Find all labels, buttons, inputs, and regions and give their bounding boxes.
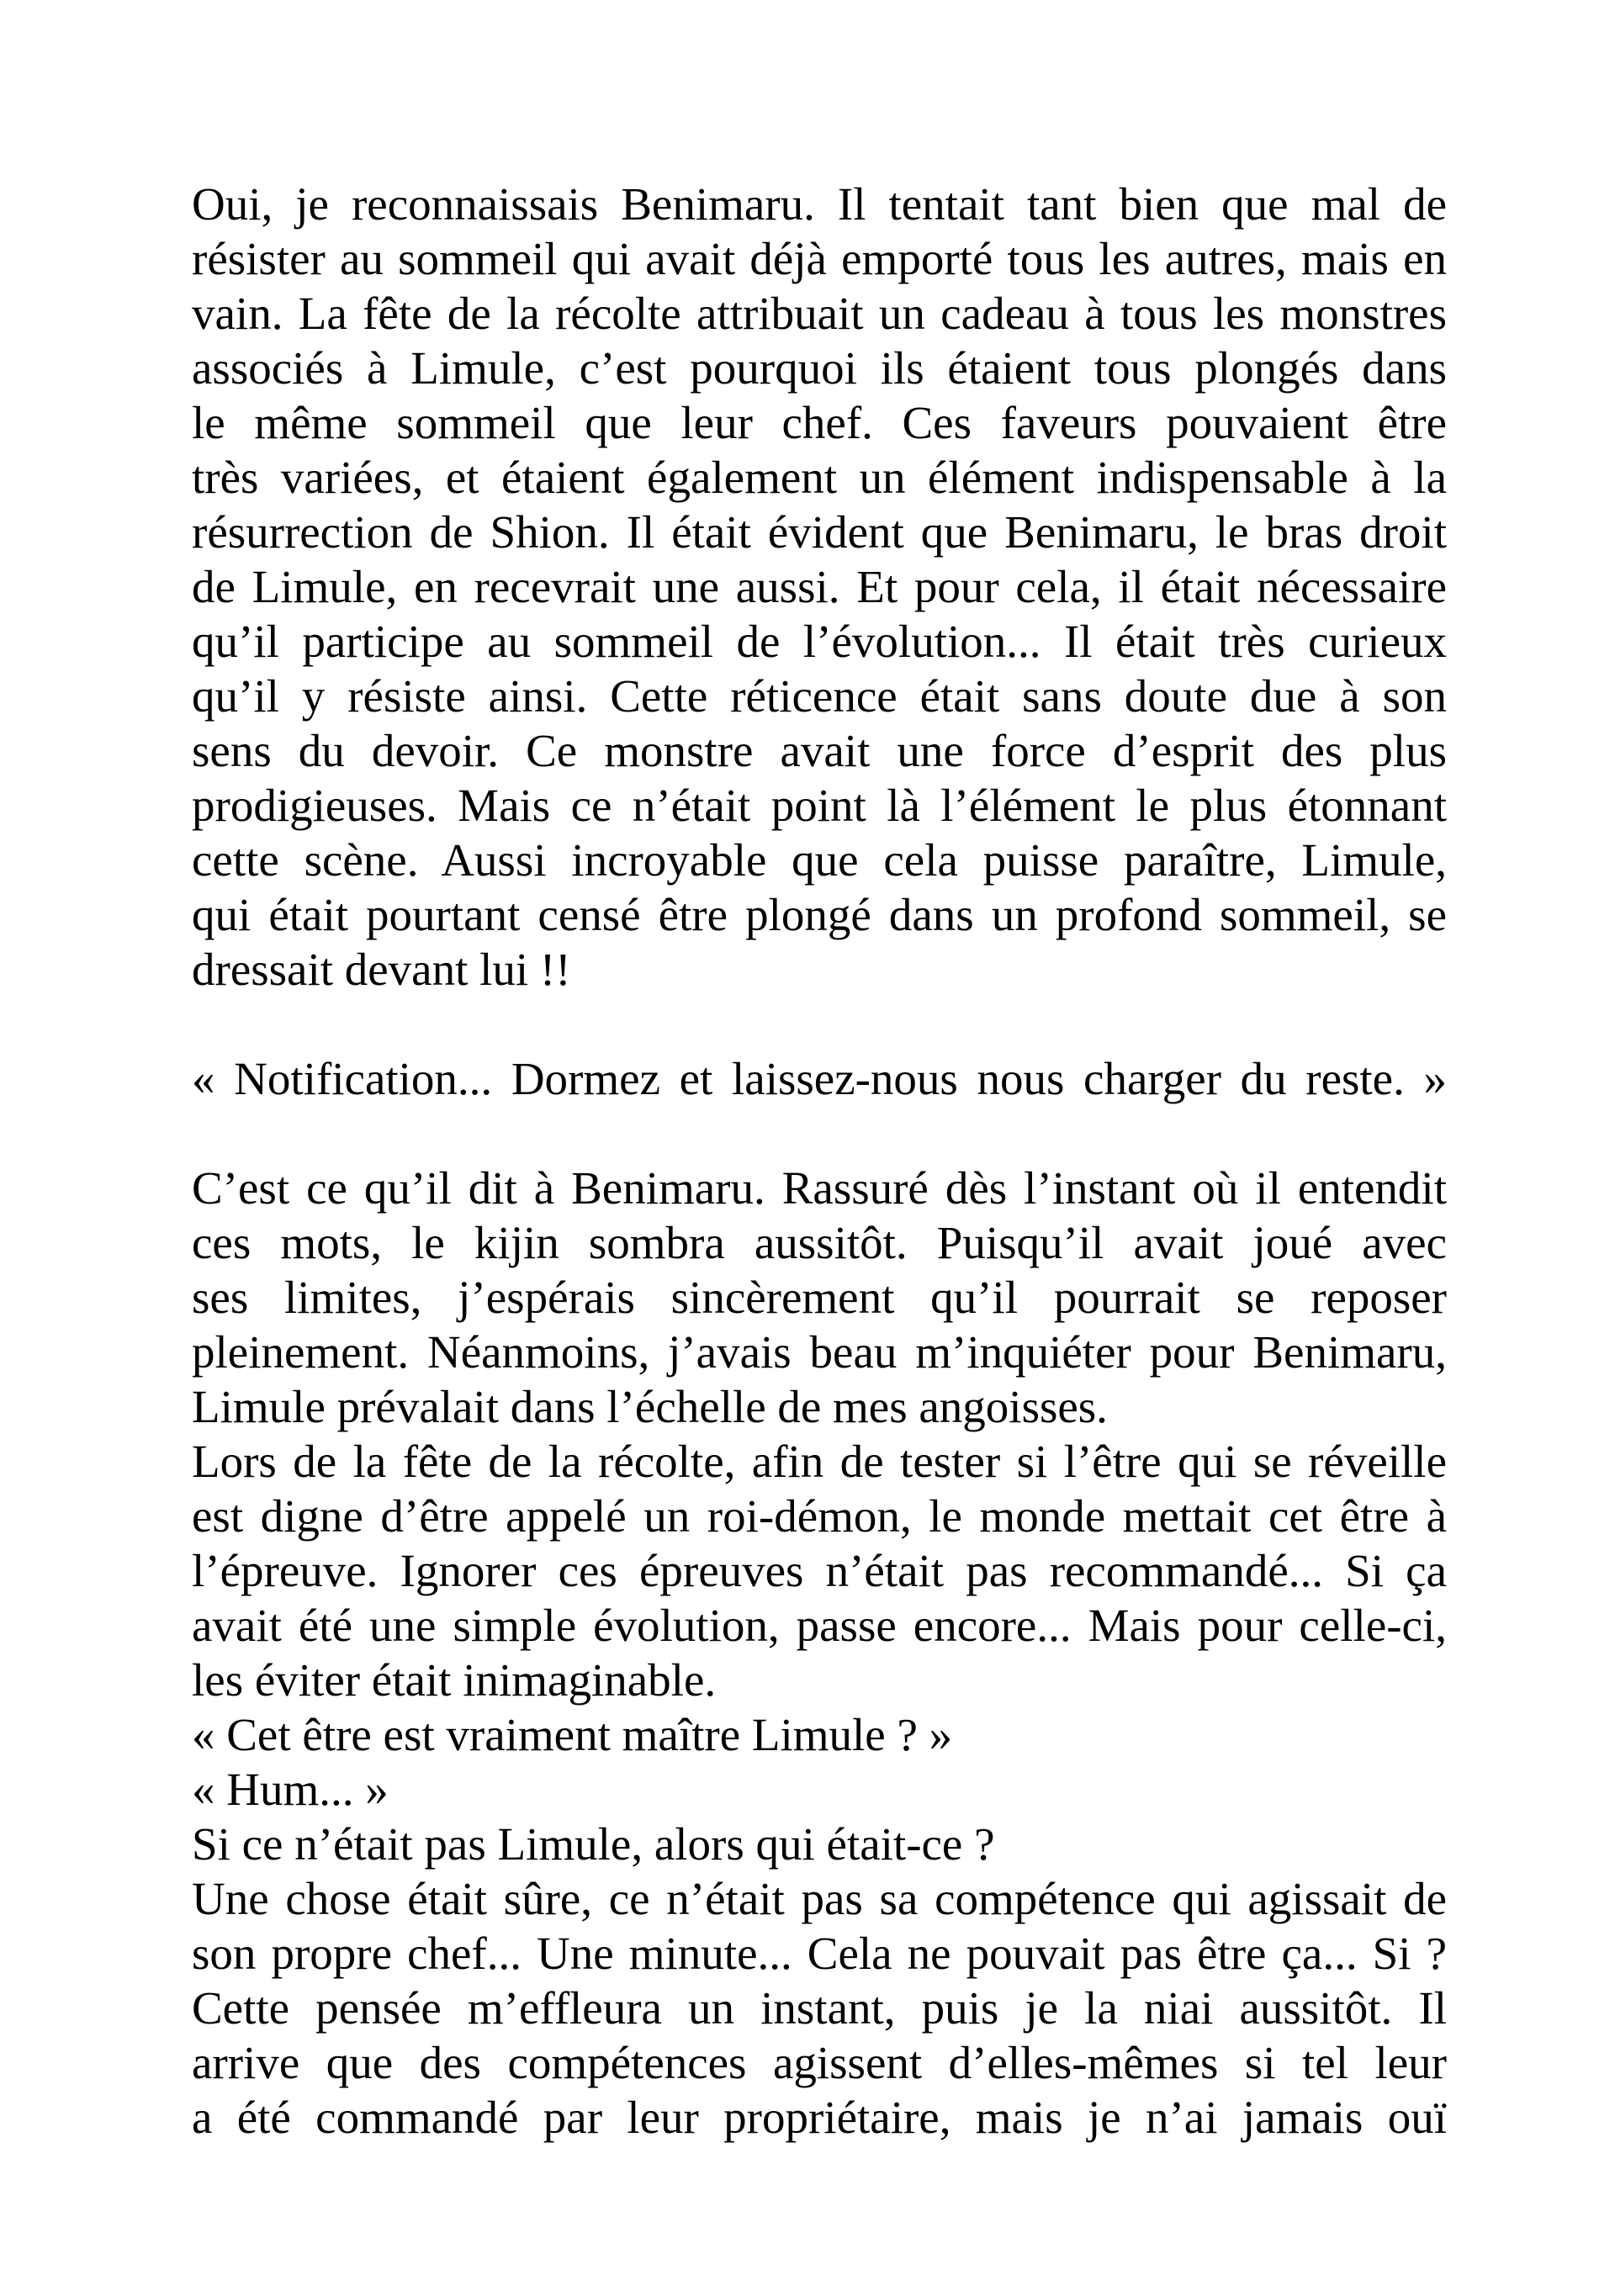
text-line: arrive que des compétences agissent d’elles-mêmes si tel leur	[192, 2037, 1447, 2088]
text-line: résister au sommeil qui avait déjà emporté tous les autres, mais en	[192, 233, 1447, 284]
text-line: sens du devoir. Ce monstre avait une force d’esprit des plus	[192, 725, 1447, 776]
text-line: « Notification... Dormez et laissez-nous nous charger du reste. »	[192, 1053, 1447, 1104]
blank-line	[192, 997, 1447, 1051]
text-line: qui était pourtant censé être plongé dans un profond sommeil, se	[192, 889, 1447, 940]
text-line: Une chose était sûre, ce n’était pas sa compétence qui agissait de	[192, 1873, 1447, 1924]
text-line: Oui, je reconnaissais Benimaru. Il tentait tant bien que mal de	[192, 178, 1447, 230]
text-line: prodigieuses. Mais ce n’était point là l’élément le plus étonnant	[192, 780, 1447, 831]
text-line: Cette pensée m’effleura un instant, puis je la niai aussitôt. Il	[192, 1982, 1447, 2034]
text-column	[192, 177, 1447, 2145]
text-line: ses limites, j’espérais sincèrement qu’il pourrait se reposer	[192, 1272, 1447, 1323]
text-line: « Cet être est vraiment maître Limule ? »	[192, 1709, 953, 1760]
text-line: pleinement. Néanmoins, j’avais beau m’inquiéter pour Benimaru,	[192, 1326, 1447, 1378]
text-line: cette scène. Aussi incroyable que cela puisse paraître, Limule,	[192, 834, 1447, 886]
text-line: Lors de la fête de la récolte, afin de tester si l’être qui se réveille	[192, 1436, 1447, 1487]
text-line: qu’il participe au sommeil de l’évolution... Il était très curieux	[192, 616, 1447, 667]
text-line: Si ce n’était pas Limule, alors qui était-ce ?	[192, 1818, 995, 1870]
text-line: ces mots, le kijin sombra aussitôt. Puisqu’il avait joué avec	[192, 1217, 1447, 1268]
text-line: les éviter était inimaginable.	[192, 1654, 717, 1706]
text-line: avait été une simple évolution, passe encore... Mais pour celle-ci,	[192, 1600, 1447, 1651]
text-line: de Limule, en recevrait une aussi. Et pour cela, il était nécessaire	[192, 561, 1447, 612]
text-line: résurrection de Shion. Il était évident que Benimaru, le bras droit	[192, 506, 1447, 558]
text-line: est digne d’être appelé un roi-démon, le monde mettait cet être à	[192, 1490, 1447, 1542]
text-line: son propre chef... Une minute... Cela ne pouvait pas être ça... Si ?	[192, 1928, 1447, 1979]
text-line: vain. La fête de la récolte attribuait un cadeau à tous les monstres	[192, 288, 1447, 339]
text-line: dressait devant lui !!	[192, 944, 571, 995]
text-line: associés à Limule, c’est pourquoi ils étaient tous plongés dans	[192, 342, 1447, 394]
text-line: le même sommeil que leur chef. Ces faveurs pouvaient être	[192, 397, 1447, 448]
text-line: « Hum... »	[192, 1764, 389, 1815]
text-line: Limule prévalait dans l’échelle de mes angoisses.	[192, 1381, 1108, 1432]
text-line: qu’il y résiste ainsi. Cette réticence était sans doute due à son	[192, 670, 1447, 722]
text-line: a été commandé par leur propriétaire, mais je n’ai jamais ouï	[192, 2092, 1447, 2143]
text-line: l’épreuve. Ignorer ces épreuves n’était pas recommandé... Si ça	[192, 1545, 1447, 1596]
text-line: C’est ce qu’il dit à Benimaru. Rassuré dès l’instant où il entendit	[192, 1162, 1447, 1214]
text-line: très variées, et étaient également un élément indispensable à la	[192, 452, 1447, 503]
blank-line	[192, 1106, 1447, 1161]
